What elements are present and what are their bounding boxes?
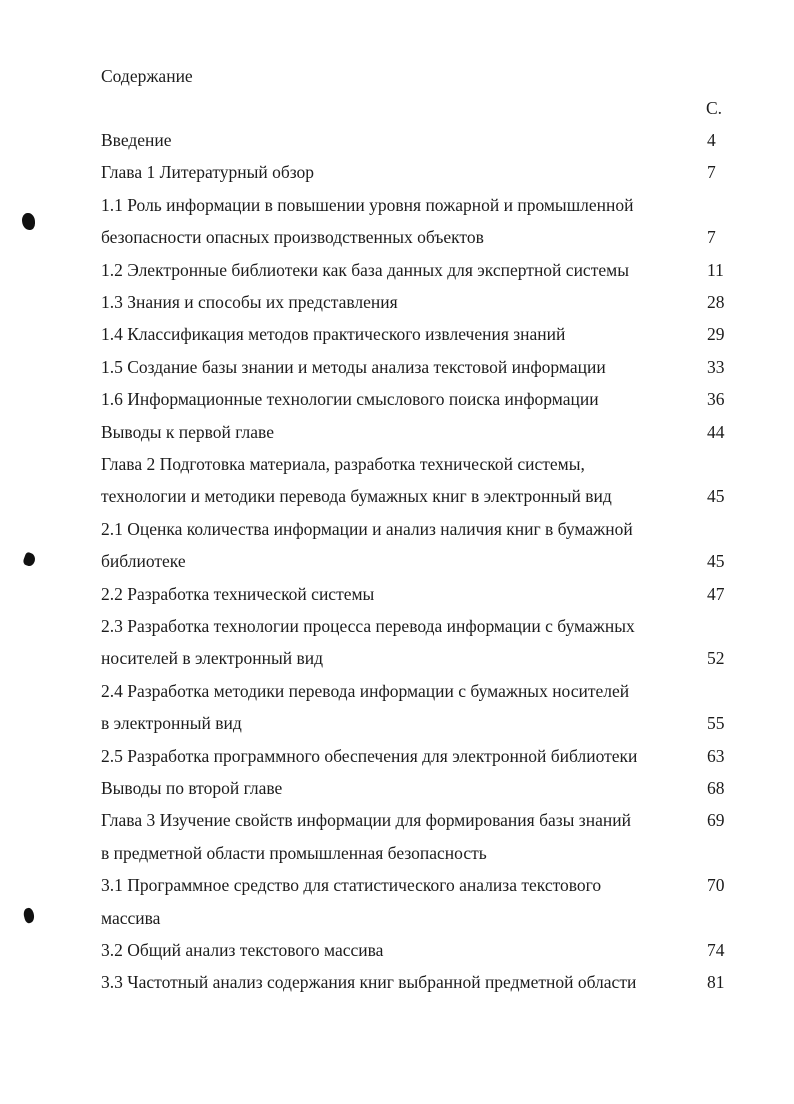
toc-entry-text: Глава 1 Литературный обзор	[101, 162, 315, 183]
toc-page-number: 81	[707, 972, 725, 993]
toc-page-number: 74	[707, 940, 725, 960]
toc-page-number: 47	[707, 583, 725, 604]
toc-entry-text: технологии и методики перевода бумажных книг в электронный вид	[101, 486, 612, 507]
toc-page-number: 7	[707, 227, 716, 248]
toc-entry-text: Выводы по второй главе	[101, 778, 283, 798]
toc-page-number: 52	[707, 648, 725, 669]
toc-entry-text: 2.3 Разработка технологии процесса перевода информации с бумажных	[101, 616, 635, 636]
toc-entry-text: в электронный вид	[101, 713, 242, 734]
toc-page-number: 68	[707, 778, 725, 798]
toc-entry-text: носителей в электронный вид	[101, 648, 324, 669]
toc-entry-text: 1.4 Классификация методов практического извлечения знаний	[101, 324, 566, 345]
toc-entry-text: 1.6 Информационные технологии смыслового поиска информации	[101, 389, 599, 410]
toc-entry-text: библиотеке	[101, 551, 186, 572]
scan-speck	[22, 907, 36, 924]
toc-page-number: 45	[707, 486, 725, 507]
toc-entry-text: Глава 2 Подготовка материала, разработка технической системы,	[101, 454, 585, 474]
toc-entry-text: 1.1 Роль информации в повышении уровня пожарной и промышленной	[101, 194, 634, 215]
toc-entry-text: Введение	[101, 130, 172, 150]
toc-page-number: 69	[707, 810, 725, 831]
toc-entry-text: Глава 3 Изучение свойств информации для формирования базы знаний	[101, 810, 631, 831]
toc-page-number: 36	[707, 389, 725, 410]
toc-entry-text: 3.1 Программное средство для статистического анализа текстового	[101, 875, 602, 896]
toc-page-number: 4	[707, 130, 716, 150]
toc-page-number: 28	[707, 292, 725, 312]
scan-speck	[22, 552, 37, 568]
toc-page-number: 29	[707, 324, 725, 345]
toc-entry-text: в предметной области промышленная безопасность	[101, 842, 487, 863]
toc-entry-text: 1.3 Знания и способы их представления	[101, 292, 398, 312]
toc-entry-text: массива	[101, 907, 161, 928]
toc-page-number: 63	[707, 745, 725, 766]
toc-entry-text: безопасности опасных производственных объектов	[101, 227, 484, 248]
toc-page-number: 11	[707, 259, 724, 280]
toc-entry-text: 1.2 Электронные библиотеки как база данных для экспертной системы	[101, 259, 629, 280]
toc-entry-text: 3.2 Общий анализ текстового массива	[101, 940, 384, 960]
toc-entry-text: 2.4 Разработка методики перевода информации с бумажных носителей	[101, 680, 630, 701]
toc-page-number: 7	[707, 162, 716, 183]
toc-entry-text: 2.1 Оценка количества информации и анализ наличия книг в бумажной	[101, 518, 633, 539]
toc-entry-text: 2.2 Разработка технической системы	[101, 583, 375, 604]
toc-entry-text: 2.5 Разработка программного обеспечения для электронной библиотеки	[101, 745, 638, 766]
toc-entry-text: Выводы к первой главе	[101, 421, 274, 442]
toc-page-number: 55	[707, 713, 725, 734]
toc-entry-text: 1.5 Создание базы знании и методы анализа текстовой информации	[101, 356, 606, 377]
toc-entry-text: 3.3 Частотный анализ содержания книг выбранной предметной области	[101, 972, 637, 993]
toc-page-number: 44	[707, 421, 725, 442]
toc-page-number: 70	[707, 875, 725, 896]
scan-speck	[22, 213, 35, 230]
page-column-label: С.	[706, 98, 723, 118]
toc-page-number: 33	[707, 356, 725, 377]
toc-page-number: 45	[707, 551, 725, 572]
page-title: Содержание	[101, 66, 193, 86]
